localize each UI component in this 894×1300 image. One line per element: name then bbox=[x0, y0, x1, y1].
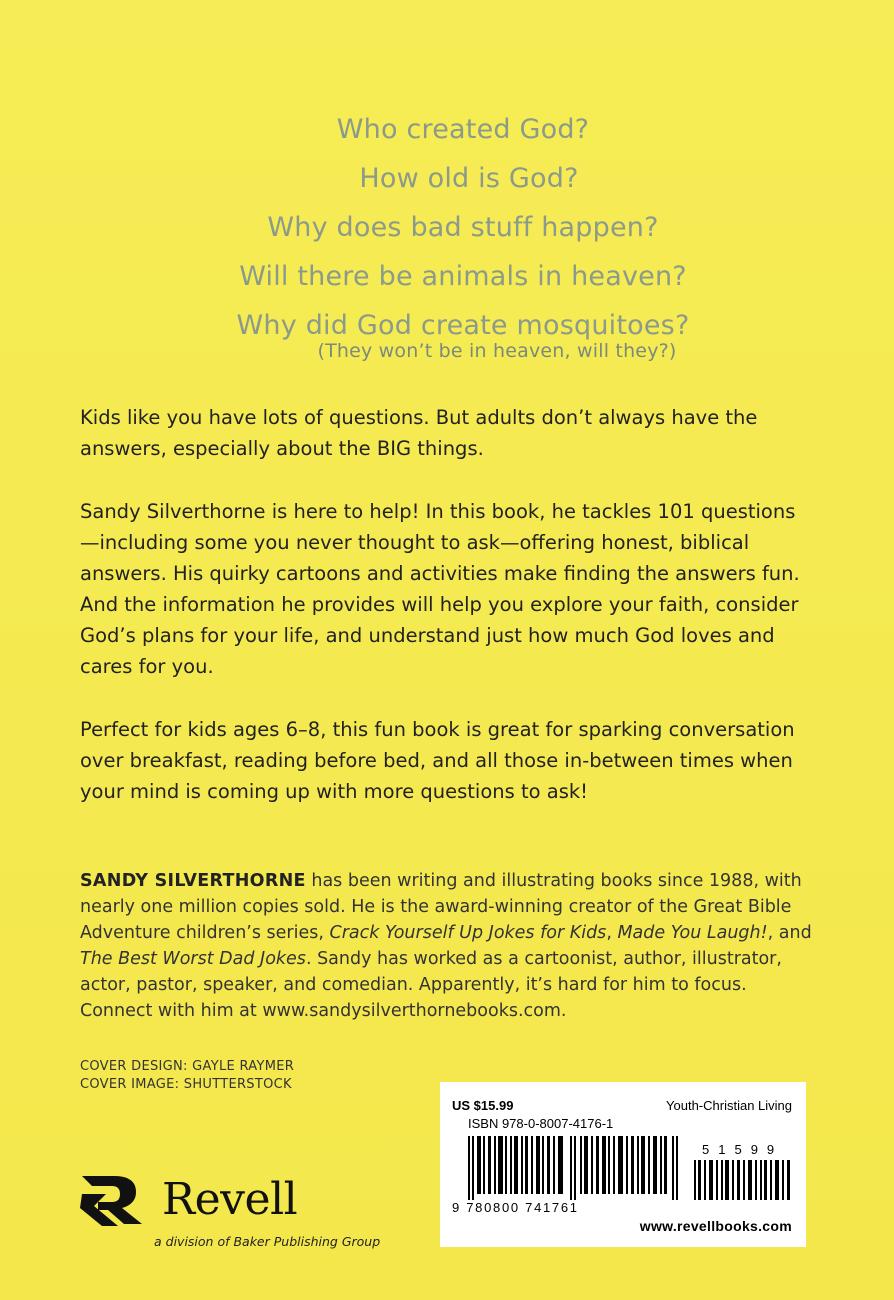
bio-text-2: . Sandy has worked as a cartoonist, author, illustrator, actor, pastor, speaker, and comedian. Apparently, it’s hard for him to focus. Connect with him at www.sandysilverthornebooks.com. bbox=[80, 949, 782, 1021]
description-paragraph-2: Sandy Silverthorne is here to help! In this book, he tackles 101 questions—including some you never thought to ask—offering honest, biblical answers. His quirky cartoons and activities make finding the answers fun. And the information he provides will help you explore your faith, consider God’s plans for your life, and understand just how much God loves and cares for you. bbox=[80, 500, 800, 678]
isbn: ISBN 978-0-8007-4176-1 bbox=[468, 1116, 614, 1131]
author-name: SANDY SILVERTHORNE bbox=[80, 871, 306, 891]
category: Youth-Christian Living bbox=[666, 1098, 792, 1113]
publisher-logo bbox=[78, 1168, 418, 1258]
author-bio bbox=[80, 868, 820, 1024]
description-paragraph-3: Perfect for kids ages 6–8, this fun book is great for sparking conversation over breakfast, reading before bed, and all those in-between times when your mind is coming up with more questions to ask! bbox=[80, 718, 795, 803]
bio-separator-2: , and bbox=[767, 923, 812, 943]
revell-r-logo-icon bbox=[78, 1168, 158, 1232]
question-2: How old is God? bbox=[359, 163, 579, 194]
question-aside: (They won’t be in heaven, will they?) bbox=[317, 340, 677, 362]
description bbox=[80, 402, 810, 839]
publisher-name: Revell bbox=[162, 1174, 298, 1225]
addon-digits: 51599 bbox=[702, 1142, 784, 1157]
book-title-1: Crack Yourself Up Jokes for Kids bbox=[329, 923, 607, 943]
cover-image-credit: COVER IMAGE: SHUTTERSTOCK bbox=[80, 1077, 292, 1092]
book-title-2: Made You Laugh! bbox=[617, 923, 768, 943]
questions-block bbox=[0, 108, 894, 362]
publisher-url: www.revellbooks.com bbox=[639, 1218, 792, 1234]
bio-text-1: has been writing and illustrating books since 1988, with nearly one million copies sold. He is the award-winning creator of the Great Bible Adventure children’s series, bbox=[80, 871, 802, 943]
question-1: Who created God? bbox=[336, 114, 590, 145]
ean-digits: 9 780800 741761 bbox=[452, 1200, 579, 1215]
ean-barcode bbox=[468, 1136, 684, 1200]
addon-barcode bbox=[694, 1160, 792, 1200]
publisher-tagline: a division of Baker Publishing Group bbox=[154, 1234, 381, 1249]
bio-separator-1: , bbox=[606, 923, 618, 943]
question-5: Why did God create mosquitoes? bbox=[236, 310, 690, 341]
book-title-3: The Best Worst Dad Jokes bbox=[80, 949, 306, 969]
cover-credits bbox=[80, 1058, 294, 1094]
cover-design-credit: COVER DESIGN: GAYLE RAYMER bbox=[80, 1059, 295, 1074]
price: US $15.99 bbox=[452, 1098, 514, 1113]
question-3: Why does bad stuff happen? bbox=[267, 212, 659, 243]
description-paragraph-1: Kids like you have lots of questions. But adults don’t always have the answers, especially about the BIG things. bbox=[80, 406, 758, 460]
barcode-label bbox=[440, 1082, 806, 1247]
question-4: Will there be animals in heaven? bbox=[239, 261, 687, 292]
